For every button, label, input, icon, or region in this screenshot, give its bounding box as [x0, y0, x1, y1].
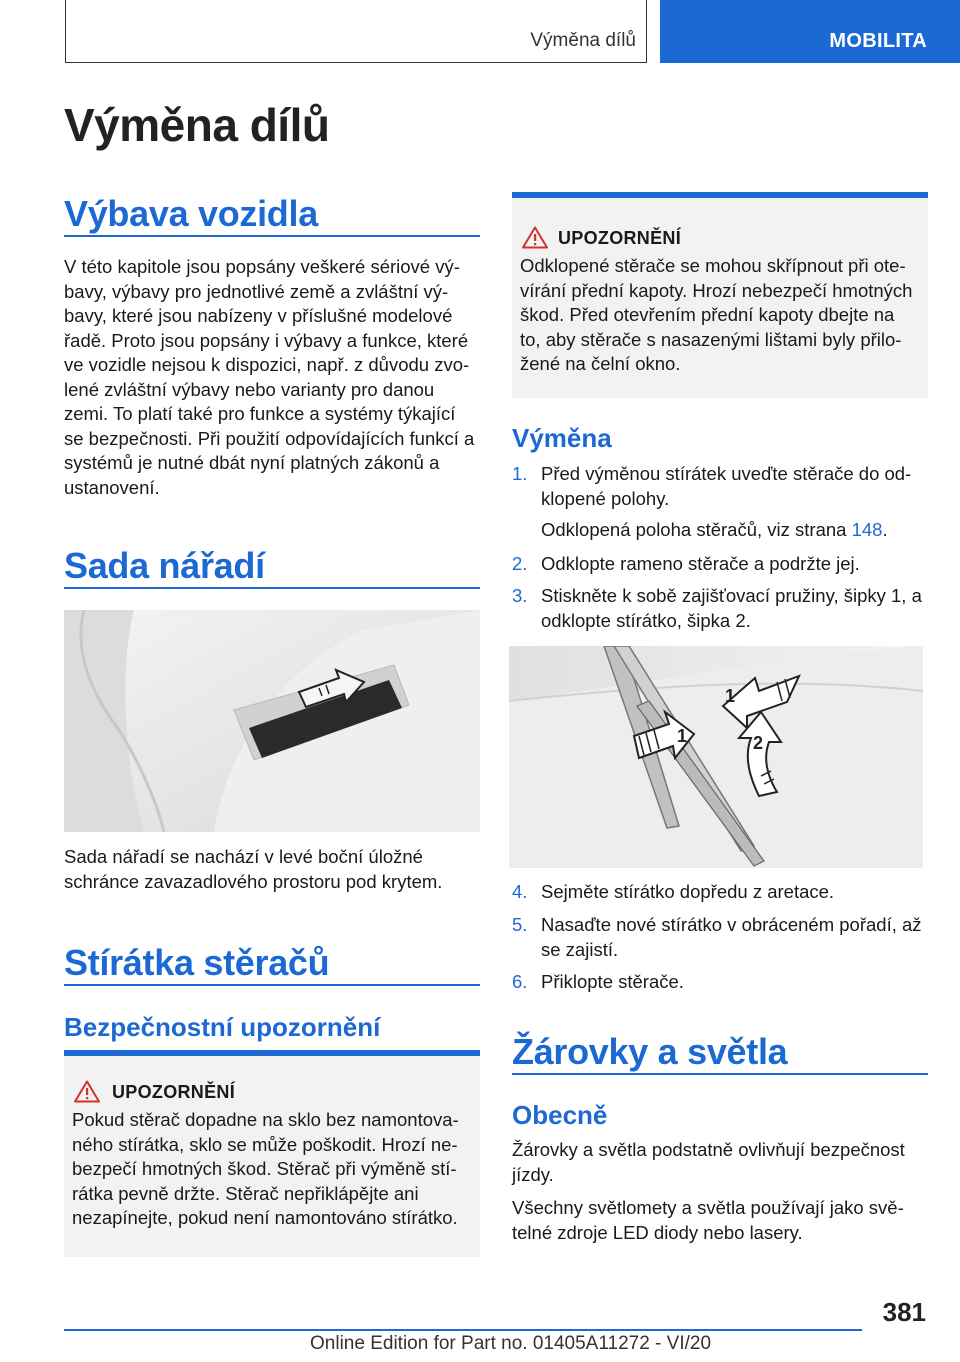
- text-line: schránce zavazadlového prostoru pod krytem.: [64, 870, 443, 892]
- page-number: 381: [882, 1297, 926, 1327]
- text-line: Odklopte rameno stěrače a podržte jej.: [541, 553, 860, 574]
- text-line: ného stírátka, sklo se může poškodit. Hrozí ne-: [72, 1133, 458, 1155]
- text-line: nezapínejte, pokud není namontováno stírátko.: [72, 1207, 458, 1228]
- zarovky-paragraph-1: [512, 1138, 932, 1187]
- warning-text: [520, 254, 930, 377]
- text-line: Stiskněte k sobě zajišťovací pružiny, šipky 1, a: [541, 585, 922, 606]
- footer-edition: [310, 1333, 711, 1355]
- heading-stiratka: Stírátka stěračů: [64, 942, 330, 983]
- heading-vybava: Výbava vozidla: [64, 193, 318, 234]
- step-number: 2.: [512, 553, 528, 574]
- text-line: odklopte stírátko, šipka 2.: [541, 609, 751, 631]
- step-4-text: [541, 880, 931, 905]
- text-line: Sada nářadí se nachází v levé boční úložné: [64, 846, 423, 867]
- warning-triangle-icon: [74, 1080, 100, 1103]
- text-line: telné zdroje LED diody nebo lasery.: [512, 1221, 803, 1243]
- text-line: Pokud stěrač dopadne na sklo bez namontova-: [72, 1109, 459, 1130]
- step-number: 6.: [512, 971, 528, 992]
- step-1-text: [541, 462, 931, 511]
- text-line: škod. Před otevřením přední kapoty dbejte na: [520, 304, 895, 325]
- arrow-label-1b: 1: [725, 686, 736, 706]
- zarovky-paragraph-2: [512, 1196, 932, 1245]
- text-line: Odklopené stěrače se mohou skřípnout při ote-: [520, 255, 906, 276]
- subheading-obecne: Obecně: [512, 1100, 608, 1130]
- header-chapter-tab: [660, 0, 960, 63]
- text-line: se zajistí.: [541, 938, 619, 960]
- step-2-text: [541, 552, 931, 577]
- page-title: Výměna dílů: [64, 99, 330, 151]
- text-line: se bezpečnosti. Při použití odpovídajících funkcí a: [64, 427, 475, 449]
- text-line: bavy, výbavy pro jednotlivé země a zvláštní vý-: [64, 280, 449, 302]
- text-line: ustanovení.: [64, 476, 160, 498]
- text-line: vírání přední kapoty. Hrozí nebezpečí hmotných: [520, 279, 913, 301]
- text-line: to, aby stěrače s nasazenými lištami byly přilo-: [520, 328, 902, 350]
- step-6-text: [541, 970, 931, 995]
- text-line: rátka pevně držte. Stěrač nepřiklápějte ani: [72, 1182, 419, 1204]
- text-line: systémů je nutné dbát nyní platných zákonů a: [64, 452, 440, 473]
- note-text: Odklopená poloha stěračů, viz strana: [541, 519, 852, 540]
- vybava-paragraph: [64, 255, 484, 500]
- text-line: ve vozidle nejsou k dispozici, např. z důvodu zvo-: [64, 354, 470, 375]
- warning-triangle-icon: [522, 226, 548, 249]
- page-reference-link[interactable]: 148: [851, 519, 883, 540]
- text-line: Nasaďte nové stírátko v obráceném pořadí, až: [541, 914, 922, 935]
- step-number: 3.: [512, 585, 528, 606]
- note-punct: .: [882, 519, 888, 540]
- text-line: klopené polohy.: [541, 487, 670, 509]
- arrow-label-2: 2: [753, 733, 764, 753]
- toolkit-illustration: [64, 610, 480, 832]
- step-number: 1.: [512, 463, 528, 484]
- heading-sada: Sada nářadí: [64, 545, 265, 586]
- text-line: V této kapitole jsou popsány veškeré sériové vý-: [64, 256, 460, 277]
- wiper-figure: [509, 646, 923, 868]
- step-5-text: [541, 913, 931, 962]
- toolkit-figure: [64, 610, 480, 832]
- text-line: žené na čelní okno.: [520, 353, 681, 374]
- step-number: 4.: [512, 881, 528, 902]
- text-line: lené zvláštní výbavy nebo varianty pro danou: [64, 378, 435, 400]
- step-1-note: [541, 518, 931, 543]
- warning-title: UPOZORNĚNÍ: [558, 228, 682, 248]
- subheading-bezpecnostni: Bezpečnostní upozornění: [64, 1012, 381, 1042]
- text-line: Sejměte stírátko dopředu z aretace.: [541, 881, 835, 902]
- text-line: Přiklopte stěrače.: [541, 971, 684, 992]
- text-line: jízdy.: [512, 1163, 554, 1185]
- text-line: bavy, které jsou nabízeny v příslušné modelové: [64, 305, 453, 326]
- heading-rule: [64, 235, 480, 237]
- warning-text: [72, 1108, 482, 1231]
- wiper-illustration: [509, 646, 923, 868]
- step-number: 5.: [512, 914, 528, 935]
- heading-rule: [64, 984, 480, 986]
- warning-box-left: [64, 1050, 480, 1257]
- text-line: Žárovky a světla podstatně ovlivňují bezpečnost: [512, 1139, 905, 1160]
- warning-box-right: [512, 192, 928, 398]
- text-line: zemi. To platí také pro funkce a systémy týkající: [64, 403, 456, 424]
- sada-paragraph: [64, 845, 484, 894]
- heading-vymena: Výměna: [512, 423, 612, 453]
- text-line: Před výměnou stírátek uveďte stěrače do od-: [541, 463, 912, 484]
- header-bar: [65, 0, 647, 63]
- heading-rule: [512, 1073, 928, 1075]
- warning-title: UPOZORNĚNÍ: [112, 1082, 236, 1102]
- edition-text: Online Edition for Part no. 01405A11272 - VI/20: [310, 1333, 712, 1354]
- header-section-title: Výměna dílů: [530, 30, 636, 51]
- text-line: řadě. Proto jsou popsány i výbavy a funkce, které: [64, 329, 469, 351]
- text-line: Všechny světlomety a světla používají jako svě-: [512, 1197, 904, 1218]
- header-chapter-label: MOBILITA: [829, 30, 927, 52]
- arrow-label-1a: 1: [677, 726, 688, 746]
- step-3-text: [541, 584, 931, 633]
- heading-rule: [64, 587, 480, 589]
- footer-rule: [64, 1329, 862, 1331]
- text-line: bezpečí hmotných škod. Stěrač při výměně stí-: [72, 1158, 457, 1179]
- heading-zarovky: Žárovky a světla: [512, 1031, 788, 1072]
